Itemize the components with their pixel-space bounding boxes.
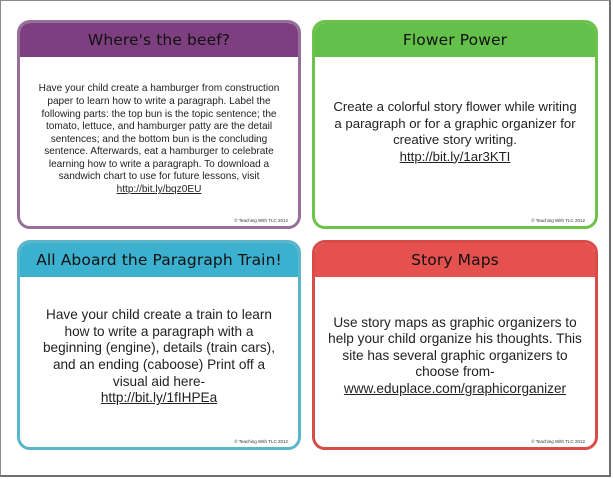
- card-text: Create a colorful story flower while writing a paragraph or for a graphic organizer for creative story writing.: [333, 99, 577, 147]
- card-body: [20, 277, 298, 437]
- card-title: Story Maps: [315, 243, 595, 277]
- card-footer: © Teaching With TLC 2012: [234, 218, 288, 223]
- card-story-maps: [312, 240, 598, 450]
- card-link[interactable]: www.eduplace.com/graphicorganizer: [343, 380, 567, 396]
- card-body: [315, 57, 595, 207]
- card-link[interactable]: http://bit.ly/bqz0EU: [116, 184, 202, 196]
- card-wheres-the-beef: [17, 20, 301, 229]
- card-text: Have your child create a hamburger from construction paper to learn how to write a paragraph. Label the following parts: the top bun is the topic sentence; the tomato, lettuce, and hamburger patty are the detail sentences; and the bottom bun is the concluding sentence. Afterwards, eat a hamburger to celebrate learning how to write a paragraph. To download a sandwich chart to use for future lessons, visit: [38, 83, 280, 183]
- card-link[interactable]: http://bit.ly/1fIHPEa: [100, 390, 218, 406]
- card-text: Have your child create a train to learn how to write a paragraph with a beginning (engine), details (train cars), and an ending (caboose) Print off a visual aid here-: [43, 307, 275, 389]
- card-link[interactable]: http://bit.ly/1ar3KTI: [399, 148, 511, 164]
- card-flower-power: [312, 20, 598, 229]
- card-paragraph-train: [17, 240, 301, 450]
- card-body: [20, 57, 298, 217]
- card-footer: © Teaching With TLC 2012: [531, 439, 585, 444]
- card-text: Use story maps as graphic organizers to help your child organize his thoughts. This site has several graphic organizers to choose from-: [328, 314, 582, 380]
- card-footer: © Teaching With TLC 2012: [531, 218, 585, 223]
- card-title: Flower Power: [315, 23, 595, 57]
- card-title: Where's the beef?: [20, 23, 298, 57]
- card-body: [315, 277, 595, 435]
- card-footer: © Teaching With TLC 2012: [234, 439, 288, 444]
- card-title: All Aboard the Paragraph Train!: [20, 243, 298, 277]
